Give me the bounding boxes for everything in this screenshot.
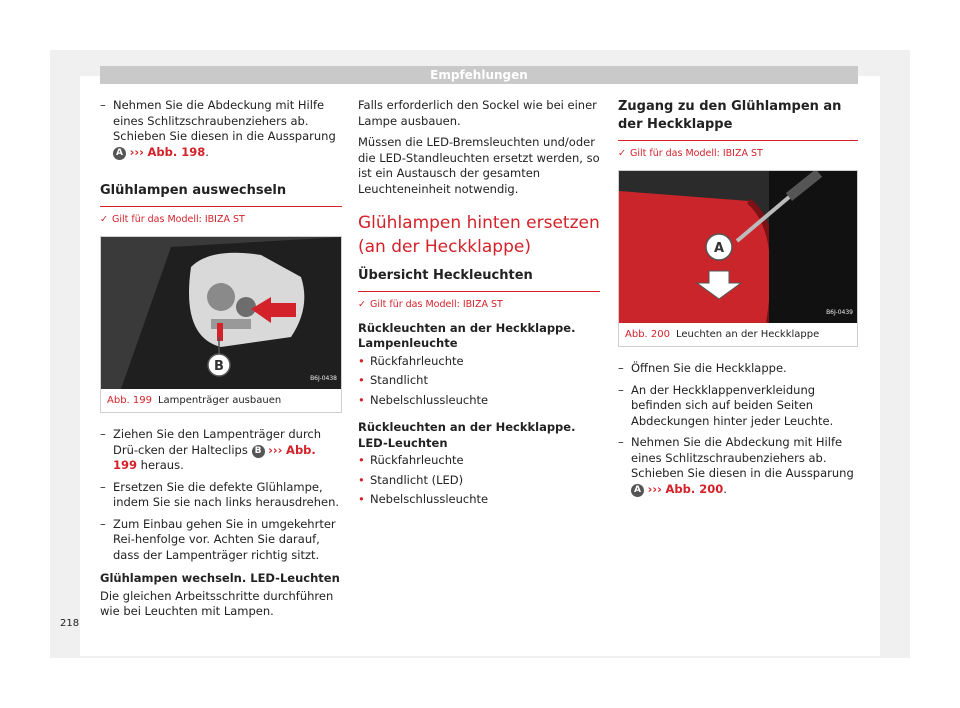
model-validity: ✓ Gilt für das Modell: IBIZA ST: [358, 299, 503, 310]
step-item: – Öffnen Sie die Heckklappe.: [618, 361, 858, 377]
reference-arrows: ›››: [268, 442, 283, 457]
label-b-badge: B: [252, 445, 265, 458]
step-item: – Ersetzen Sie die defekte Glühlampe, indem Sie sie nach links herausdrehen.: [100, 480, 342, 511]
figure-caption: Abb. 199 Lampenträger ausbauen: [107, 394, 282, 406]
section-heading: Übersicht Heckleuchten: [358, 267, 600, 292]
list-item: • Standlicht (LED): [358, 473, 600, 489]
group-title: Rückleuchten an der Heckklappe. Lampenleuchte: [358, 320, 576, 350]
list-item: • Rückfahrleuchte: [358, 354, 600, 370]
figure-reference-link[interactable]: Abb. 200: [665, 481, 724, 496]
step-item: – Ziehen Sie den Lampenträger durch Drü-cken der Halteclips B ››› Abb. 199 heraus.: [100, 427, 342, 474]
image-code: B6J-0439: [826, 309, 853, 316]
section-header: Empfehlungen: [100, 66, 858, 84]
column-middle: [358, 98, 600, 512]
check-icon: ✓: [618, 148, 626, 159]
step-item: – An der Heckklappenverkleidung befinden sich auf beiden Seiten Abdeckungen hinter jeder Leuchte.: [618, 383, 858, 430]
check-icon: ✓: [358, 299, 366, 310]
led-subheading: Glühlampen wechseln. LED-Leuchten: [100, 571, 340, 585]
reference-arrows: ›››: [129, 144, 144, 159]
group-title: Rückleuchten an der Heckklappe. LED-Leuchten: [358, 420, 576, 450]
figure-badge-b: B: [214, 358, 224, 374]
section-heading: Glühlampen auswechseln: [100, 182, 342, 207]
figure-badge-a: A: [713, 240, 725, 256]
paragraph: Die gleichen Arbeitsschritte durchführen wie bei Leuchten mit Lampen.: [100, 588, 334, 618]
step-item: – Nehmen Sie die Abdeckung mit Hilfe eines Schlitzschraubenziehers ab. Schieben Sie diesen in die Aussparung A ››› Abb. 200.: [618, 435, 858, 497]
list-item: • Nebelschlussleuchte: [358, 393, 600, 409]
figure-200: [618, 170, 858, 348]
figure-reference-link[interactable]: Abb. 199: [113, 442, 316, 472]
section-heading: Zugang zu den Glühlampen an der Heckklappe: [618, 98, 858, 141]
column-right: [618, 98, 858, 503]
tailgate-light-illustration: [619, 171, 857, 323]
chapter-heading: Glühlampen hinten ersetzen (an der Heckklappe): [358, 213, 600, 257]
column-left: [100, 98, 342, 626]
lamp-holder-illustration: [101, 237, 341, 389]
list-item: • Standlicht: [358, 373, 600, 389]
label-a-badge: A: [113, 147, 126, 160]
label-a-badge: A: [631, 484, 644, 497]
step-item: – Zum Einbau gehen Sie in umgekehrter Rei-henfolge vor. Achten Sie darauf, dass der Lampenträger richtig sitzt.: [100, 517, 342, 564]
model-validity: ✓ Gilt für das Modell: IBIZA ST: [100, 214, 245, 225]
list-item: • Rückfahrleuchte: [358, 453, 600, 469]
figure-caption: Abb. 200 Leuchten an der Heckklappe: [625, 328, 820, 340]
paragraph: Müssen die LED-Bremsleuchten und/oder die LED-Standleuchten ersetzt werden, so ist ein Austausch der gesamten Leuchteneinheit notwendig.: [358, 135, 600, 196]
reference-arrows: ›››: [647, 481, 662, 496]
list-item: • Nebelschlussleuchte: [358, 492, 600, 508]
lamp-holder-image: [101, 237, 341, 389]
check-icon: ✓: [100, 214, 108, 225]
figure-reference-link[interactable]: Abb. 198: [147, 144, 206, 159]
page-number: 218: [60, 618, 80, 629]
tailgate-light-image: [619, 171, 857, 323]
paragraph: Falls erforderlich den Sockel wie bei einer Lampe ausbauen.: [358, 98, 597, 128]
image-code: B6J-0438: [310, 375, 337, 382]
model-validity: ✓ Gilt für das Modell: IBIZA ST: [618, 148, 763, 159]
step-item: – Nehmen Sie die Abdeckung mit Hilfe eines Schlitzschraubenziehers ab. Schieben Sie diesen in die Aussparung A ››› Abb. 198.: [100, 98, 342, 160]
figure-199: [100, 236, 342, 414]
